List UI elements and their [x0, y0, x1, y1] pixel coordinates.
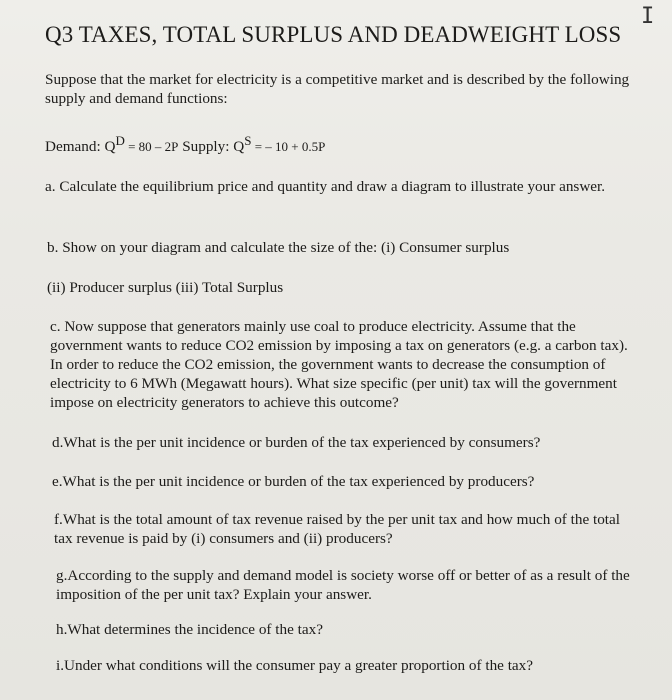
question-e: e.What is the per unit incidence or burden of the tax experienced by producers?: [52, 473, 535, 490]
text-cursor-icon: I: [641, 4, 655, 29]
supply-demand-equations: [45, 133, 325, 156]
question-b-continued: (ii) Producer surplus (iii) Total Surplus: [47, 279, 284, 296]
question-g: g.According to the supply and demand model is society worse off or better of as a result of the imposition of the per unit tax? Explain your answer.: [56, 567, 630, 603]
supply-label: Supply: Q: [178, 138, 245, 155]
question-b: b. Show on your diagram and calculate the size of the: (i) Consumer surplus: [47, 239, 510, 256]
question-i: i.Under what conditions will the consumer pay a greater proportion of the tax?: [56, 657, 533, 674]
page-title: Q3 TAXES, TOTAL SURPLUS AND DEADWEIGHT LOSS: [45, 22, 622, 47]
supply-superscript: S: [244, 133, 252, 148]
question-d: d.What is the per unit incidence or burden of the tax experienced by consumers?: [52, 434, 541, 451]
demand-superscript: D: [115, 133, 125, 148]
question-c: c. Now suppose that generators mainly use coal to produce electricity. Assume that the government wants to reduce CO2 emission by imposing a tax on generators (e.g. a carbon tax). In order to reduce the CO2 emission, the government wants to decrease the consumption of electricity to 6 MWh (Megawatt hours). What size specific (per unit) tax will the government impose on electricity generators to achieve this outcome?: [50, 318, 628, 411]
question-a: a. Calculate the equilibrium price and quantity and draw a diagram to illustrate your answer.: [45, 178, 606, 195]
supply-function: = – 10 + 0.5P: [251, 139, 326, 154]
question-f: f.What is the total amount of tax revenue raised by the per unit tax and how much of the total tax revenue is paid by (i) consumers and (ii) producers?: [54, 511, 620, 547]
demand-function: = 80 – 2P: [124, 139, 179, 154]
intro-paragraph: Suppose that the market for electricity is a competitive market and is described by the following supply and demand functions:: [45, 71, 630, 107]
question-h: h.What determines the incidence of the tax?: [56, 621, 323, 638]
demand-label: Demand: Q: [45, 138, 116, 155]
